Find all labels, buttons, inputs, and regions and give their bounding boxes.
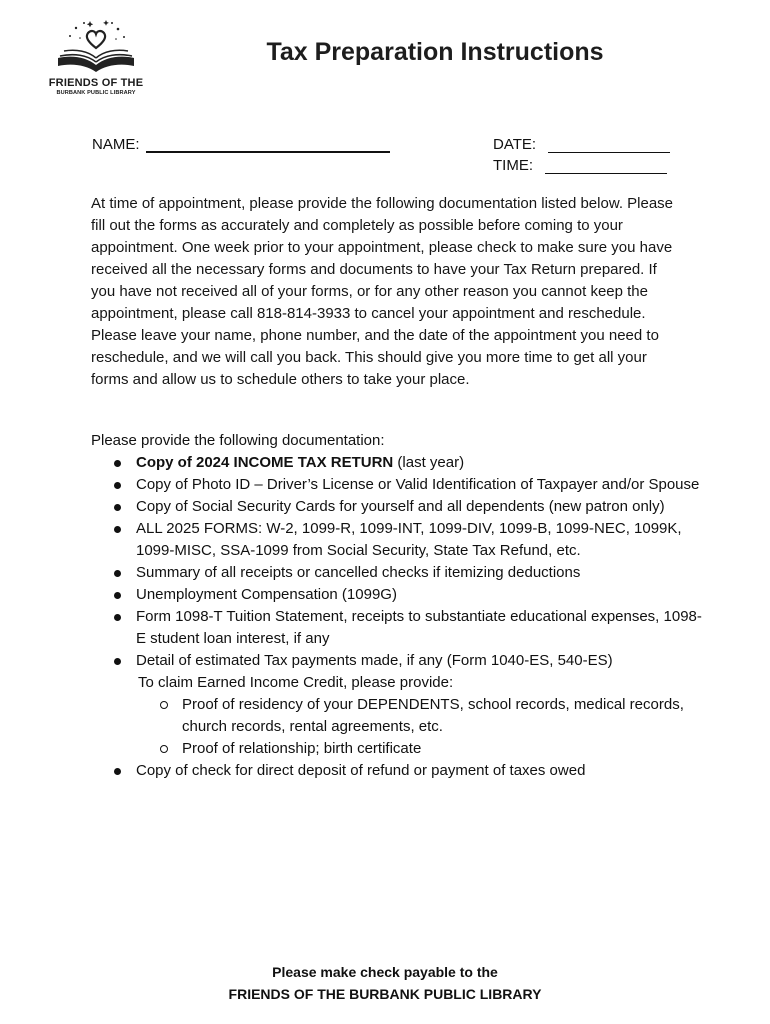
eic-note [91,672,711,694]
page-title: Tax Preparation Instructions [266,38,604,66]
sub-list-container [91,694,711,760]
eic-note-text: To claim Earned Income Credit, please provide: [138,674,454,691]
name-blank-line[interactable] [146,136,390,153]
sub-list-item-text: Proof of relationship; birth certificate [182,740,422,757]
name-label: NAME: [92,136,140,153]
bullet-icon [114,570,121,577]
date-blank-line[interactable] [548,137,670,153]
footer-line-2: FRIENDS OF THE BURBANK PUBLIC LIBRARY [228,986,542,1002]
list-item-text: Copy of check for direct deposit of refund or payment of taxes owed [136,762,586,779]
list-item [91,606,711,650]
name-field[interactable] [92,136,390,153]
list-item-text: Copy of Social Security Cards for yourself and all dependents (new patron only) [136,498,665,515]
footer-line-1: Please make check payable to the [272,964,498,980]
list-item [91,760,711,782]
list-item [91,562,711,584]
list-item-text: Detail of estimated Tax payments made, if any (Form 1040-ES, 540-ES) [136,652,613,669]
bullet-icon [114,460,121,467]
bullet-icon [114,526,121,533]
documentation-list [91,452,711,782]
list-item [91,650,711,672]
date-label: DATE: [493,136,537,153]
sub-list-item-text: Proof of residency of your DEPENDENTS, school records, medical records, church records, rental agreements, etc. [182,696,684,735]
list-item-text: Unemployment Compensation (1099G) [136,586,397,603]
list-item-text: (last year) [393,454,465,471]
list-item-text: Summary of all receipts or cancelled checks if itemizing deductions [136,564,581,581]
time-label: TIME: [493,157,533,174]
eic-sub-list [91,694,711,760]
sub-list-item [91,694,711,738]
list-item-text: Form 1098-T Tuition Statement, receipts to substantiate educational expenses, 1098-E student loan interest, if any [136,608,702,647]
list-item [91,518,711,562]
list-item-text: Copy of Photo ID – Driver’s License or Valid Identification of Taxpayer and/or Spouse [136,476,700,493]
hollow-bullet-icon [160,701,168,709]
logo-text-secondary: BURBANK PUBLIC LIBRARY [56,90,136,96]
library-logo [48,18,144,102]
list-item [91,474,711,496]
date-field[interactable] [493,136,670,153]
bullet-icon [114,614,121,621]
bullet-icon [114,658,121,665]
bullet-icon [114,504,121,511]
bullet-icon [114,592,121,599]
intro-paragraph: At time of appointment, please provide the following documentation listed below. Please fill out the forms as accurately and completely as possible before coming to your appointment. One week prior to your appointment, please check to make sure you have received all the necessary forms and documents to have your Tax Return prepared. If you have not received all of your forms, or for any other reason you cannot keep the appointment, please call 818-814-3933 to cancel your appointment and reschedule. Please leave your name, phone number, and the date of the appointment you need to reschedule, and we will call you back. This should give you more time to get all your forms and allow us to schedule others to take your place. [91,195,674,388]
logo-text-primary: FRIENDS OF THE [48,77,144,89]
list-item [91,584,711,606]
payment-footer [0,961,770,1005]
bullet-icon [114,768,121,775]
time-blank-line[interactable] [545,158,667,174]
list-item-emphasis: Copy of 2024 INCOME TAX RETURN [136,454,394,471]
documentation-lead: Please provide the following documentation: [91,432,385,449]
bullet-icon [114,482,121,489]
time-field[interactable] [493,157,667,174]
open-book-heart-icon [54,18,138,76]
list-item-text: ALL 2025 FORMS: W-2, 1099-R, 1099-INT, 1099-DIV, 1099-B, 1099-NEC, 1099K, 1099-MISC, SSA-1099 from Social Security, State Tax Refund, etc. [136,520,682,559]
hollow-bullet-icon [160,745,168,753]
sub-list-item [91,738,711,760]
list-item [91,496,711,518]
list-item [91,452,711,474]
